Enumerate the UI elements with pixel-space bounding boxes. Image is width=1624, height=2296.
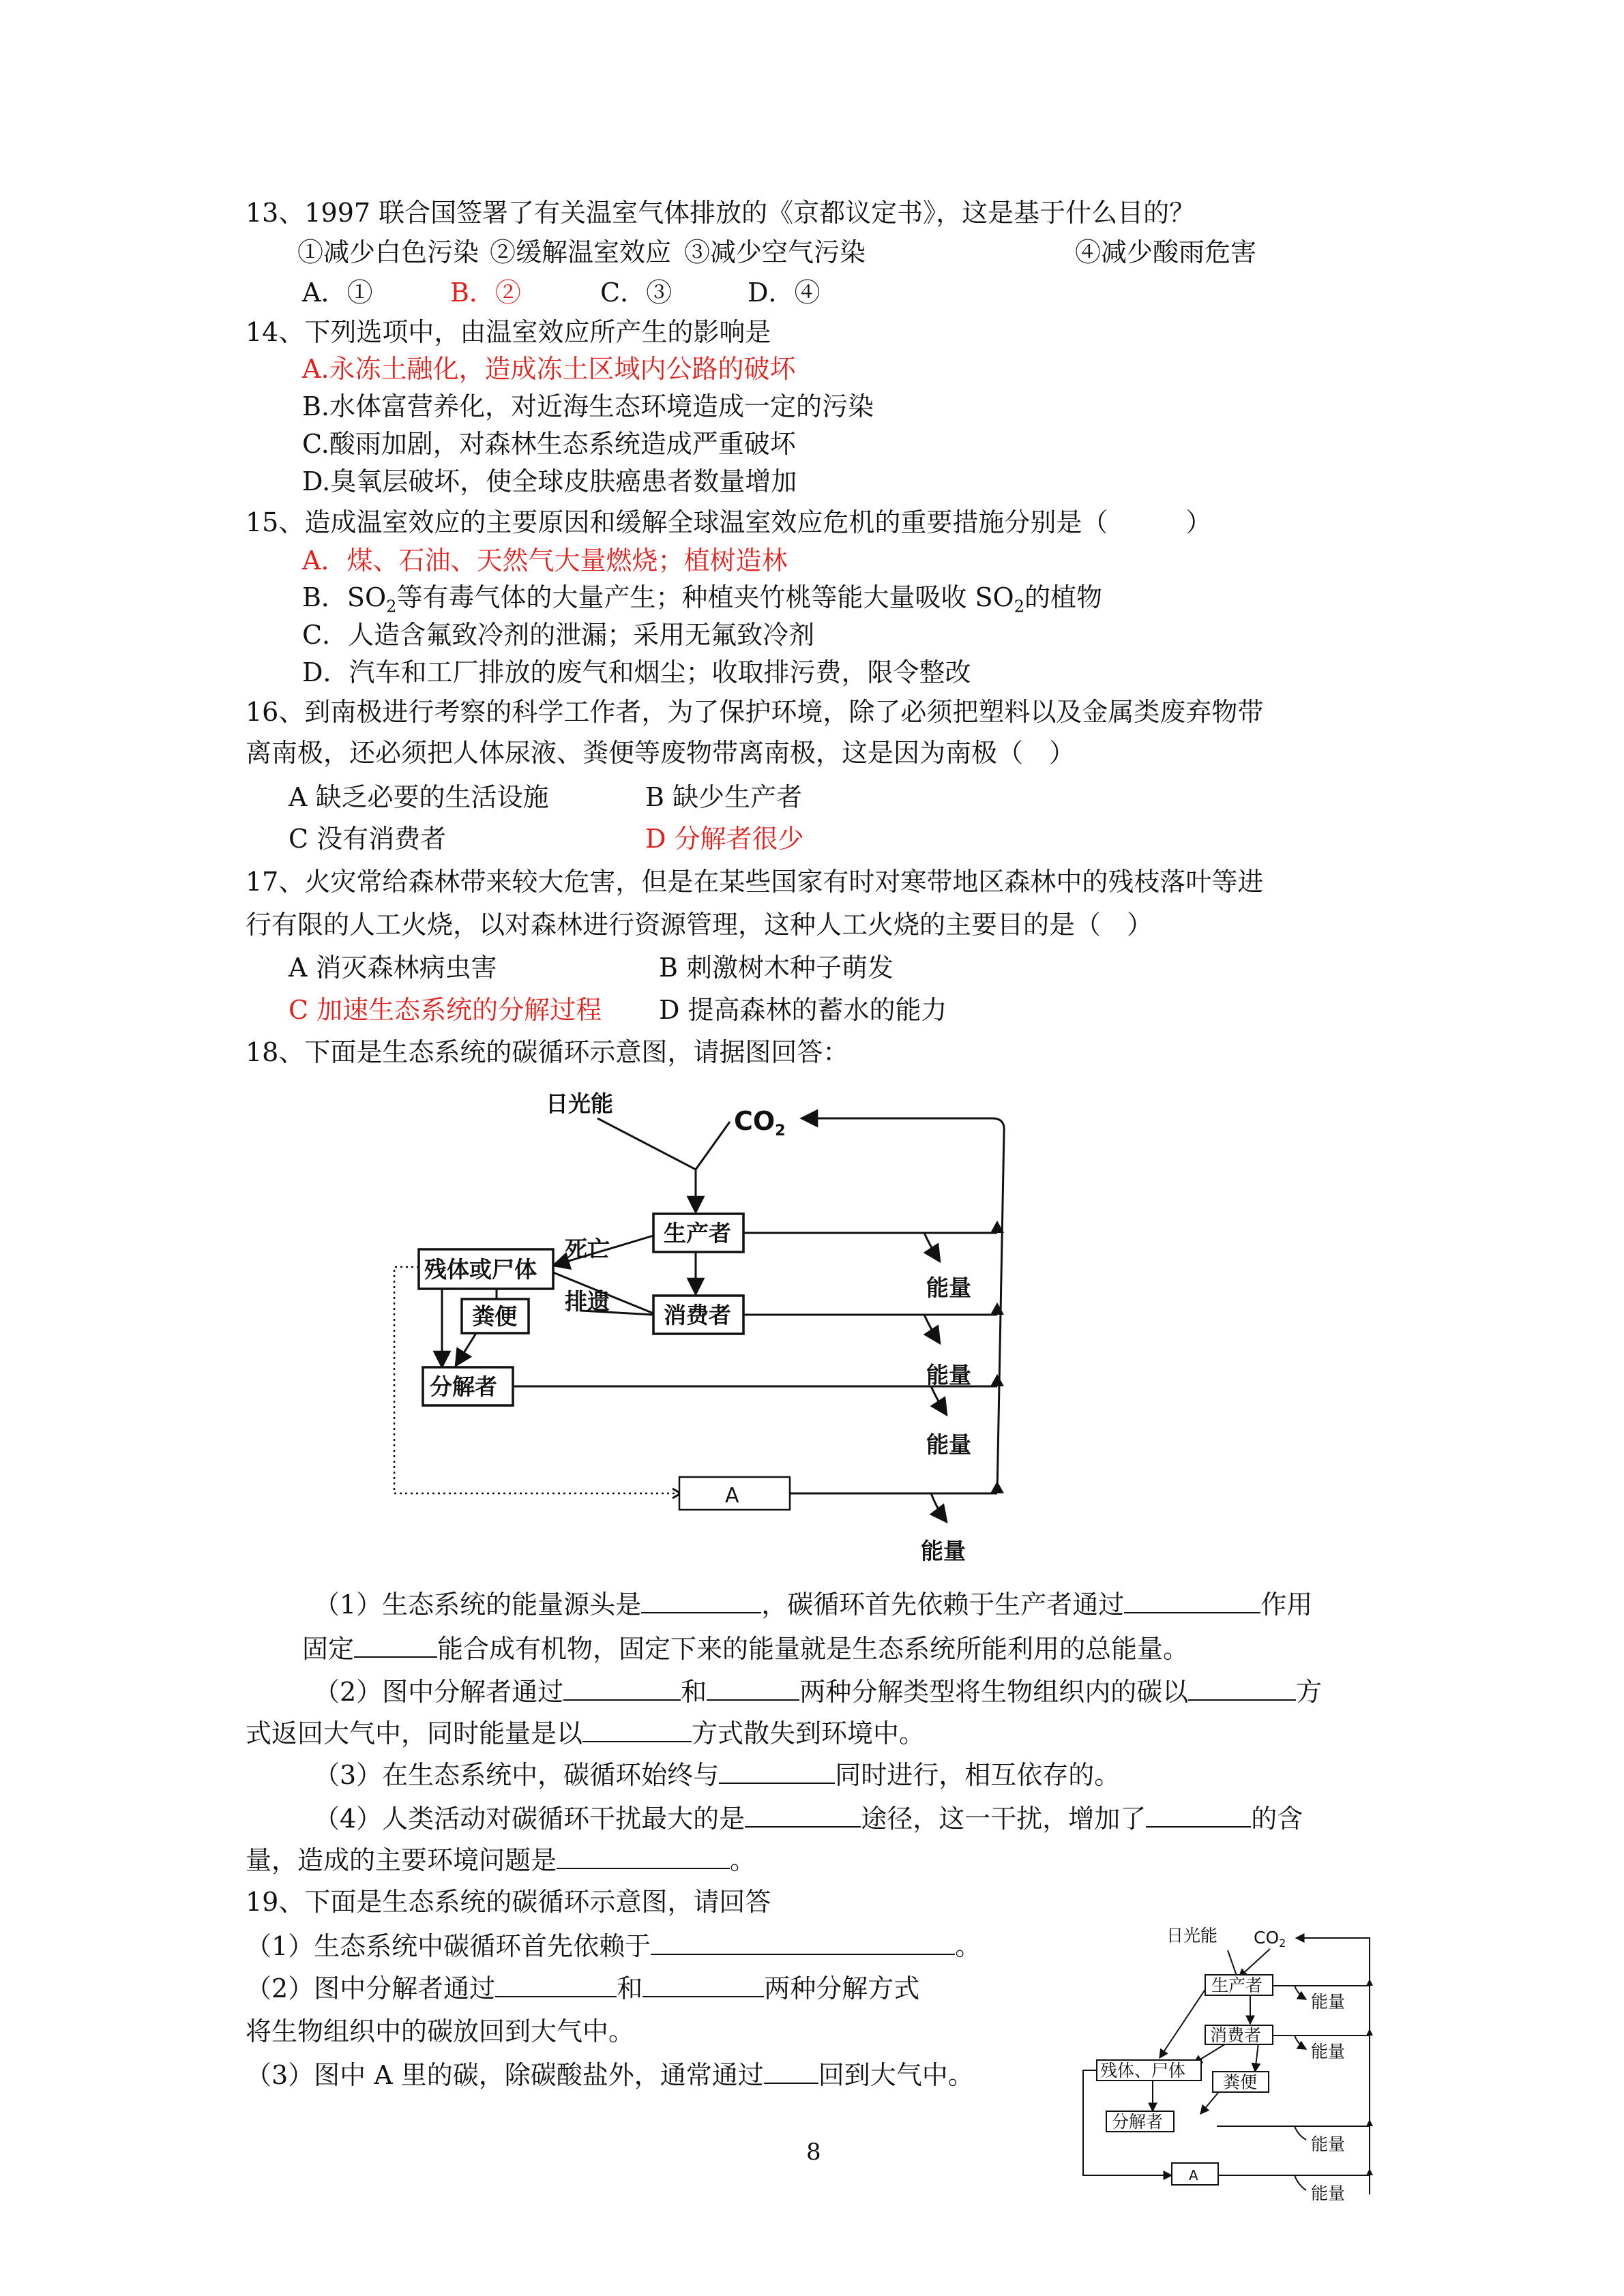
q18-blank-8[interactable] bbox=[719, 1758, 835, 1784]
q13-item-4: ④减少酸雨危害 bbox=[1075, 237, 1257, 267]
q15-option-d: D．汽车和工厂排放的废气和烟尘；收取排污费，限令整改 bbox=[302, 657, 971, 687]
q18-blank-10[interactable] bbox=[1146, 1802, 1251, 1828]
q19-co2-label: $CO_2$ bbox=[1254, 1928, 1286, 1950]
q18-feces-to-decomposer bbox=[456, 1331, 477, 1366]
q18-blank-4[interactable] bbox=[563, 1675, 681, 1701]
page-number: 8 bbox=[806, 2138, 821, 2166]
q18-blank-3[interactable] bbox=[354, 1632, 437, 1658]
q19-energy-label-1: 能量 bbox=[1311, 1992, 1346, 2012]
q19-sub2-line1: （2）图中分解者通过 和 两种分解方式 bbox=[246, 1971, 919, 2006]
q13-option-a: A．① bbox=[302, 278, 373, 308]
q19-carbon-cycle-diagram bbox=[1071, 1909, 1378, 2209]
q19-sub3: （3）图中 A 里的碳，除碳酸盐外，通常通过 回到大气中。 bbox=[246, 2057, 974, 2093]
q19-consumer-label: 消费者 bbox=[1210, 2025, 1262, 2045]
q19-blank-3[interactable] bbox=[643, 1971, 764, 1997]
q18-co2-line bbox=[696, 1122, 730, 1169]
q18-energy-arrow-1 bbox=[924, 1233, 940, 1262]
q18-sub2-line1: （2）图中分解者通过 和 两种分解类型将生物组织内的碳以 方 bbox=[314, 1674, 1322, 1710]
q16-option-a: A 缺乏必要的生活设施 bbox=[289, 782, 549, 812]
q18-sub4-line2: 量，造成的主要环境问题是 。 bbox=[246, 1843, 756, 1878]
q18-energy-arrow-4 bbox=[931, 1493, 947, 1522]
q18-sub2-line2: 式返回大气中，同时能量是以 方式散失到环境中。 bbox=[246, 1716, 925, 1751]
q18-a-label: A bbox=[725, 1484, 739, 1508]
q18-sub1-line2: 固定 能合成有机物，固定下来的能量就是生态系统所能利用的总能量。 bbox=[302, 1631, 1189, 1667]
q18-blank-11[interactable] bbox=[557, 1843, 730, 1869]
q13-option-d: D．④ bbox=[748, 278, 821, 308]
q18-energy-label-2: 能量 bbox=[926, 1362, 971, 1388]
q13-item-1: ①减少白色污染 bbox=[297, 237, 479, 267]
q15-option-a: A．煤、石油、天然气大量燃烧；植树造林 bbox=[302, 546, 788, 576]
q14-option-b: B.水体富营养化，对近海生态环境造成一定的污染 bbox=[302, 391, 874, 421]
q14-option-c: C.酸雨加剧，对森林生态系统造成严重破坏 bbox=[302, 429, 796, 459]
q19-decomposer-label: 分解者 bbox=[1112, 2112, 1164, 2132]
q19-producer-to-remains bbox=[1160, 1984, 1209, 2058]
q19-a-label: A bbox=[1189, 2167, 1198, 2183]
q18-blank-5[interactable] bbox=[707, 1675, 799, 1701]
q19-energy-label-3: 能量 bbox=[1311, 2134, 1346, 2154]
q19-consumer-to-feces bbox=[1255, 2043, 1258, 2072]
q19-feces-label: 粪便 bbox=[1223, 2072, 1258, 2092]
q16-option-d: D 分解者很少 bbox=[645, 824, 804, 854]
q18-sub4-line1: （4）人类活动对碳循环干扰最大的是 途径，这一干扰，增加了 的含 bbox=[314, 1801, 1303, 1836]
q19-sub1: （1）生态系统中碳循环首先依赖于 。 bbox=[246, 1928, 981, 1964]
q18-energy-arrow-3 bbox=[931, 1386, 947, 1415]
q18-blank-2[interactable] bbox=[1124, 1587, 1260, 1613]
q18-stem: 18、下面是生态系统的碳循环示意图，请据图回答： bbox=[246, 1037, 849, 1067]
q18-sunlight-label: 日光能 bbox=[546, 1090, 613, 1117]
q19-return-line bbox=[1296, 1938, 1370, 2194]
q19-sub2-line2: 将生物组织中的碳放回到大气中。 bbox=[246, 2016, 635, 2046]
q15-option-c: C．人造含氟致冷剂的泄漏；采用无氟致冷剂 bbox=[302, 620, 815, 650]
q18-consumer-label: 消费者 bbox=[664, 1302, 731, 1328]
q18-carbon-cycle-diagram bbox=[382, 1077, 1023, 1575]
q16-option-c: C 没有消费者 bbox=[289, 824, 447, 854]
q19-blank-1[interactable] bbox=[651, 1929, 955, 1955]
q18-death-label: 死亡 bbox=[565, 1236, 610, 1262]
q18-blank-7[interactable] bbox=[582, 1716, 692, 1742]
q15-option-b: B．$SO_2$等有毒气体的大量产生；种植夹竹桃等能大量吸收 $SO_2$的植物 bbox=[302, 582, 1102, 616]
q17-option-a: A 消灭森林病虫害 bbox=[289, 953, 497, 983]
q18-sunlight-line bbox=[597, 1118, 696, 1169]
q19-blank-4[interactable] bbox=[764, 2058, 818, 2084]
q19-stem: 19、下面是生态系统的碳循环示意图，请回答 bbox=[246, 1887, 771, 1917]
q18-sub1-line1: （1）生态系统的能量源头是 ，碳循环首先依赖于生产者通过 作用 bbox=[314, 1587, 1312, 1622]
q18-producer-label: 生产者 bbox=[664, 1220, 731, 1247]
q19-blank-2[interactable] bbox=[495, 1971, 617, 1997]
q14-option-a: A.永冻土融化，造成冻土区域内公路的破坏 bbox=[302, 354, 796, 384]
q16-stem-line1: 16、到南极进行考察的科学工作者，为了保护环境，除了必须把塑料以及金属类废弃物带 bbox=[246, 697, 1264, 727]
q18-excretion-label: 排遗 bbox=[565, 1288, 610, 1315]
q19-co2-line bbox=[1239, 1949, 1270, 1978]
q18-blank-1[interactable] bbox=[641, 1587, 761, 1613]
q18-feces-label: 粪便 bbox=[472, 1303, 517, 1330]
q17-option-b: B 刺激树木种子萌发 bbox=[659, 953, 894, 983]
q13-option-b: B．② bbox=[450, 278, 521, 308]
q19-remains-label: 残体、尸体 bbox=[1100, 2061, 1186, 2081]
q19-producer-label: 生产者 bbox=[1211, 1976, 1263, 1995]
q13-item-2: ②缓解温室效应 bbox=[490, 237, 672, 267]
q16-stem-line2: 离南极，还必须把人体尿液、粪便等废物带离南极，这是因为南极（ ） bbox=[246, 738, 1076, 768]
q18-co2-label: $CO_2$ bbox=[734, 1106, 786, 1139]
q15-stem: 15、造成温室效应的主要原因和缓解全球温室效应危机的重要措施分别是（ ） bbox=[246, 507, 1212, 537]
q18-energy-label-3: 能量 bbox=[926, 1431, 971, 1458]
q18-sub3: （3）在生态系统中，碳循环始终与 同时进行，相互依存的。 bbox=[314, 1757, 1120, 1793]
q13-option-c: C．③ bbox=[600, 278, 673, 308]
q18-energy-arrow-2 bbox=[924, 1315, 940, 1343]
q14-option-d: D.臭氧层破坏，使全球皮肤癌患者数量增加 bbox=[302, 466, 797, 496]
q18-return-to-co2 bbox=[801, 1118, 1004, 1493]
q17-option-d: D 提高森林的蓄水的能力 bbox=[659, 995, 947, 1025]
q19-sunlight-line bbox=[1228, 1950, 1237, 1978]
q14-stem: 14、下列选项中，由温室效应所产生的影响是 bbox=[246, 317, 771, 347]
q13-item-3: ③减少空气污染 bbox=[684, 237, 866, 267]
q18-decomposer-label: 分解者 bbox=[430, 1373, 497, 1400]
q17-stem-line1: 17、火灾常给森林带来较大危害，但是在某些国家有时对寒带地区森林中的残枝落叶等进 bbox=[246, 867, 1264, 897]
q17-stem-line2: 行有限的人工火烧，以对森林进行资源管理，这种人工火烧的主要目的是（ ） bbox=[246, 910, 1153, 940]
q18-blank-9[interactable] bbox=[745, 1802, 861, 1828]
q18-remains-label: 残体或尸体 bbox=[424, 1256, 537, 1283]
q19-energy-label-4: 能量 bbox=[1311, 2183, 1346, 2203]
q13-stem: 13、1997 联合国签署了有关温室气体排放的《京都议定书》，这是基于什么目的？ bbox=[246, 198, 1196, 228]
q19-energy-label-2: 能量 bbox=[1311, 2042, 1346, 2061]
q18-energy-label-1: 能量 bbox=[926, 1274, 971, 1301]
q18-blank-6[interactable] bbox=[1188, 1675, 1296, 1701]
q16-option-b: B 缺少生产者 bbox=[645, 782, 803, 812]
q19-sunlight-label: 日光能 bbox=[1166, 1926, 1218, 1945]
q18-energy-label-4: 能量 bbox=[921, 1538, 966, 1564]
q17-option-c: C 加速生态系统的分解过程 bbox=[289, 995, 602, 1025]
